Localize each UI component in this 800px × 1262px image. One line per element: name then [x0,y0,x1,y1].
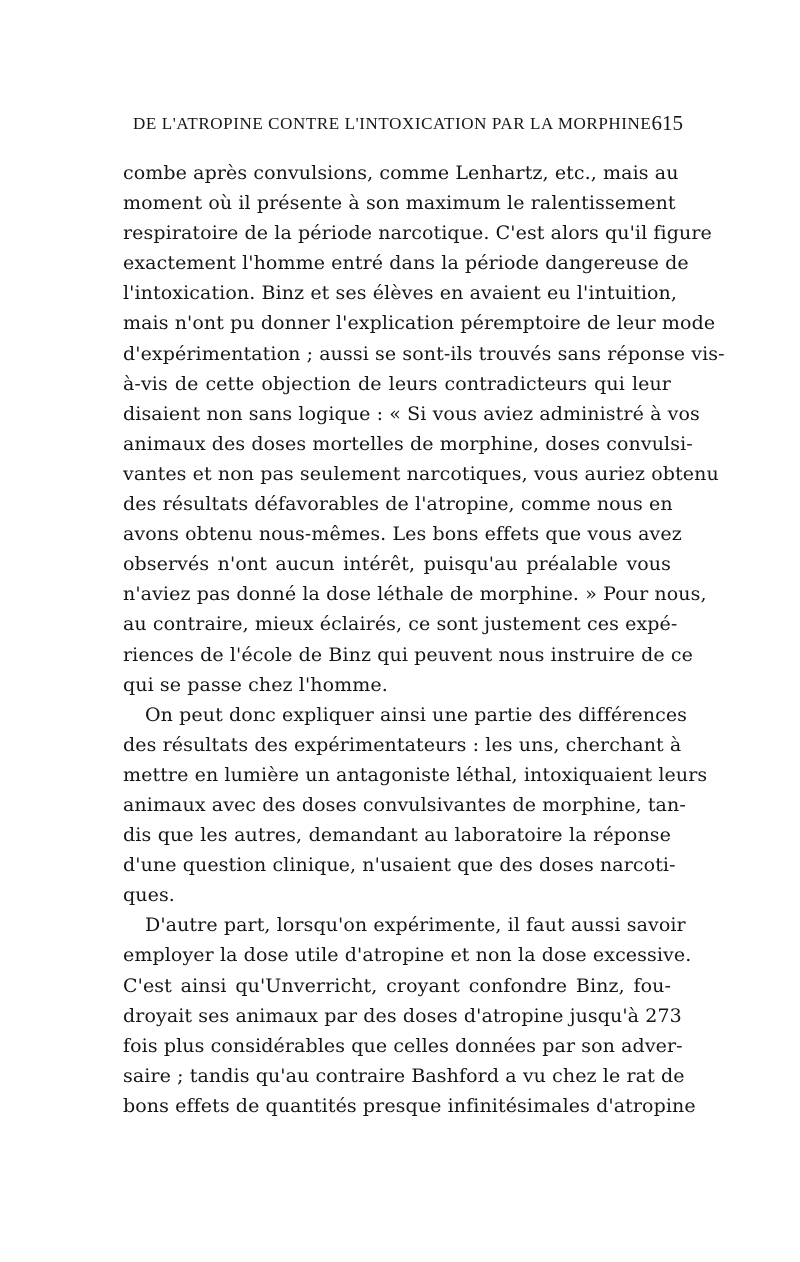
text-line: d'expérimentation ; aussi se sont-ils trouvés sans réponse vis- [123,342,725,365]
page-number: 615 [651,111,683,135]
text-line: d'une question clinique, n'usaient que des doses narcoti- [123,854,676,877]
text-line: C'est ainsi qu'Unverricht, croyant confondre Binz, fou- [123,974,671,997]
text-line: moment où il présente à son maximum le ralentissement [123,192,676,215]
running-head [133,111,683,140]
text-line: bons effets de quantités presque infinitésimales d'atropine [123,1094,696,1117]
text-line: riences de l'école de Binz qui peuvent nous instruire de ce [123,643,693,666]
text-line: employer la dose utile d'atropine et non la dose excessive. [123,944,692,967]
text-line: des résultats des expérimentateurs : les uns, cherchant à [123,733,682,756]
paragraph-first-line: D'autre part, lorsqu'on expérimente, il faut aussi savoir [145,914,686,937]
text-line: qui se passe chez l'homme. [123,673,388,696]
text-line: à-vis de cette objection de leurs contradicteurs qui leur [123,372,671,395]
text-line: fois plus considérables que celles données par son adver- [123,1034,683,1057]
text-line: animaux avec des doses convulsivantes de morphine, tan- [123,793,686,816]
text-line: observés n'ont aucun intérêt, puisqu'au préalable vous [123,553,671,576]
text-line: combe après convulsions, comme Lenhartz, etc., mais au [123,162,679,184]
running-head-title: DE L'ATROPINE CONTRE L'INTOXICATION PAR LA MORPHINE [133,114,652,133]
text-line: dis que les autres, demandant au laboratoire la réponse [123,824,671,847]
text-line: respiratoire de la période narcotique. C'est alors qu'il figure [123,222,712,245]
text-line: mais n'ont pu donner l'explication péremptoire de leur mode [123,312,716,335]
text-line: avons obtenu nous-mêmes. Les bons effets que vous avez [123,523,682,546]
text-line: n'aviez pas donné la dose léthale de morphine. » Pour nous, [123,583,707,606]
text-line: animaux des doses mortelles de morphine, doses convulsi- [123,432,693,455]
text-line: des résultats défavorables de l'atropine, comme nous en [123,493,673,516]
text-line: droyait ses animaux par des doses d'atropine jusqu'à 273 [123,1004,682,1027]
text-line: vantes et non pas seulement narcotiques, vous auriez obtenu [123,462,719,485]
text-line: saire ; tandis qu'au contraire Bashford a vu chez le rat de [123,1064,685,1087]
paragraph-first-line: On peut donc expliquer ainsi une partie des différences [145,703,688,726]
text-line: disaient non sans logique : « Si vous aviez administré à vos [123,402,700,425]
text-line: ques. [123,884,175,907]
text-line: au contraire, mieux éclairés, ce sont justement ces expé- [123,613,678,636]
text-line: mettre en lumière un antagoniste léthal, intoxiquaient leurs [123,763,708,786]
text-line: exactement l'homme entré dans la période dangereuse de [123,252,689,275]
text-line: l'intoxication. Binz et ses élèves en avaient eu l'intuition, [123,282,678,305]
body-text [123,158,725,1121]
